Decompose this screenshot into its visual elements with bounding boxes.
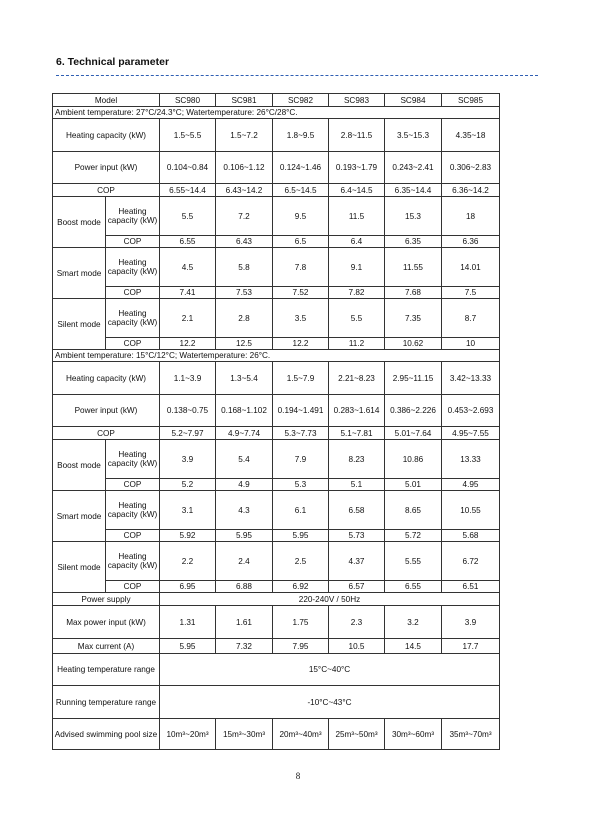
value-cell: 2.1 bbox=[160, 299, 216, 338]
value-cell: 6.55~14.4 bbox=[160, 184, 216, 197]
value-cell: 3.9 bbox=[442, 606, 500, 639]
value-cell: 4.9~7.74 bbox=[216, 427, 273, 440]
value-cell: 6.55 bbox=[385, 581, 442, 593]
value-cell: 1.31 bbox=[160, 606, 216, 639]
value-cell: 7.8 bbox=[273, 248, 329, 287]
value-cell: 0.453~2.693 bbox=[442, 395, 500, 427]
condition-text: Ambient temperature: 27°C/24.3°C; Watertemperature: 26°C/28°C. bbox=[53, 107, 500, 119]
row-label: COP bbox=[106, 287, 160, 299]
value-cell: 2.3 bbox=[329, 606, 385, 639]
mode-cop-row bbox=[53, 287, 500, 299]
max-current-row bbox=[53, 639, 500, 654]
row-label: Power input (kW) bbox=[53, 152, 160, 184]
value-cell: 5.1 bbox=[329, 479, 385, 491]
row-label: Heating capacity (kW) bbox=[106, 197, 160, 236]
value-cell: 10.5 bbox=[329, 639, 385, 654]
value-cell: 1.1~3.9 bbox=[160, 362, 216, 395]
header-row bbox=[53, 94, 500, 107]
value-cell: 15m³~30m³ bbox=[216, 719, 273, 750]
cop-row bbox=[53, 184, 500, 197]
model-name: SC980 bbox=[160, 94, 216, 107]
value-cell: 6.5 bbox=[273, 236, 329, 248]
value-cell: 0.386~2.226 bbox=[385, 395, 442, 427]
row-label: Max current (A) bbox=[53, 639, 160, 654]
mode-cop-row bbox=[53, 479, 500, 491]
value-cell: 20m³~40m³ bbox=[273, 719, 329, 750]
mode-capacity-row bbox=[53, 197, 500, 236]
row-label: Running temperature range bbox=[53, 686, 160, 719]
value-cell: 8.23 bbox=[329, 440, 385, 479]
value-cell: 6.35~14.4 bbox=[385, 184, 442, 197]
value-cell: 5.72 bbox=[385, 530, 442, 542]
value-cell: 5.4 bbox=[216, 440, 273, 479]
value-cell: 12.5 bbox=[216, 338, 273, 350]
value-cell: 4.37 bbox=[329, 542, 385, 581]
value-cell: 1.61 bbox=[216, 606, 273, 639]
value-cell: 6.55 bbox=[160, 236, 216, 248]
value-cell: 6.4~14.5 bbox=[329, 184, 385, 197]
value-cell: 2.8~11.5 bbox=[329, 119, 385, 152]
mode-name: Smart mode bbox=[53, 491, 106, 542]
value-cell: 1.8~9.5 bbox=[273, 119, 329, 152]
mode-name: Smart mode bbox=[53, 248, 106, 299]
dashed-divider bbox=[56, 75, 538, 76]
row-label: Heating capacity (kW) bbox=[106, 491, 160, 530]
value-cell: 6.88 bbox=[216, 581, 273, 593]
value-cell: 0.138~0.75 bbox=[160, 395, 216, 427]
value-cell: 6.95 bbox=[160, 581, 216, 593]
row-label: Power supply bbox=[53, 593, 160, 606]
value-cell: 10.86 bbox=[385, 440, 442, 479]
condition-row bbox=[53, 350, 500, 362]
heating-capacity-row bbox=[53, 362, 500, 395]
value-cell: 11.2 bbox=[329, 338, 385, 350]
value-cell: 5.55 bbox=[385, 542, 442, 581]
row-label: Heating capacity (kW) bbox=[106, 440, 160, 479]
value-cell: 4.95~7.55 bbox=[442, 427, 500, 440]
row-label: Power input (kW) bbox=[53, 395, 160, 427]
value-cell: 0.243~2.41 bbox=[385, 152, 442, 184]
mode-cop-row bbox=[53, 581, 500, 593]
value-cell: 2.5 bbox=[273, 542, 329, 581]
cop-row bbox=[53, 427, 500, 440]
value-cell: 2.2 bbox=[160, 542, 216, 581]
row-label: COP bbox=[53, 184, 160, 197]
mode-cop-row bbox=[53, 530, 500, 542]
mode-capacity-row bbox=[53, 248, 500, 287]
value-cell: 7.82 bbox=[329, 287, 385, 299]
value-cell: 30m³~60m³ bbox=[385, 719, 442, 750]
value-cell: 7.68 bbox=[385, 287, 442, 299]
value-cell: 5.3~7.73 bbox=[273, 427, 329, 440]
value-cell: 6.5~14.5 bbox=[273, 184, 329, 197]
value-cell: 7.35 bbox=[385, 299, 442, 338]
heating-capacity-row bbox=[53, 119, 500, 152]
value-cell: 2.8 bbox=[216, 299, 273, 338]
model-label: Model bbox=[53, 94, 160, 107]
value-cell: 11.5 bbox=[329, 197, 385, 236]
value-cell: 6.51 bbox=[442, 581, 500, 593]
value-cell: 6.72 bbox=[442, 542, 500, 581]
value-cell: 0.124~1.46 bbox=[273, 152, 329, 184]
mode-capacity-row bbox=[53, 542, 500, 581]
page-number: 8 bbox=[295, 771, 301, 781]
row-label: COP bbox=[106, 530, 160, 542]
value-cell: 4.9 bbox=[216, 479, 273, 491]
value-cell: 7.41 bbox=[160, 287, 216, 299]
value-cell: 6.36 bbox=[442, 236, 500, 248]
value-cell: 0.194~1.491 bbox=[273, 395, 329, 427]
value-cell: 13.33 bbox=[442, 440, 500, 479]
mode-capacity-row bbox=[53, 491, 500, 530]
condition-text: Ambient temperature: 15°C/12°C; Watertemperature: 26°C. bbox=[53, 350, 500, 362]
value-cell: 3.5 bbox=[273, 299, 329, 338]
row-label: Advised swimming pool size bbox=[53, 719, 160, 750]
value-cell: 5.73 bbox=[329, 530, 385, 542]
row-label: Heating capacity (kW) bbox=[53, 362, 160, 395]
value-cell: 15.3 bbox=[385, 197, 442, 236]
value-cell: 0.306~2.83 bbox=[442, 152, 500, 184]
value-cell: 4.35~18 bbox=[442, 119, 500, 152]
value-cell: 5.5 bbox=[160, 197, 216, 236]
value-cell: 6.4 bbox=[329, 236, 385, 248]
mode-name: Boost mode bbox=[53, 197, 106, 248]
running-temp-range-row bbox=[53, 686, 500, 719]
value-cell: 6.35 bbox=[385, 236, 442, 248]
value-cell: 10m³~20m³ bbox=[160, 719, 216, 750]
value-cell: 6.92 bbox=[273, 581, 329, 593]
row-label: COP bbox=[53, 427, 160, 440]
row-label: COP bbox=[106, 581, 160, 593]
value-cell: 6.43 bbox=[216, 236, 273, 248]
value-cell: 0.104~0.84 bbox=[160, 152, 216, 184]
value-cell: 14.01 bbox=[442, 248, 500, 287]
value-cell: 1.75 bbox=[273, 606, 329, 639]
value-cell: 6.36~14.2 bbox=[442, 184, 500, 197]
model-name: SC982 bbox=[273, 94, 329, 107]
value-cell: 3.42~13.33 bbox=[442, 362, 500, 395]
mode-cop-row bbox=[53, 236, 500, 248]
value-cell: 14.5 bbox=[385, 639, 442, 654]
value-cell: 5.8 bbox=[216, 248, 273, 287]
value-cell: 8.65 bbox=[385, 491, 442, 530]
row-label: Heating capacity (kW) bbox=[106, 299, 160, 338]
value-cell: 0.193~1.79 bbox=[329, 152, 385, 184]
pool-size-row bbox=[53, 719, 500, 750]
value-cell: 1.5~5.5 bbox=[160, 119, 216, 152]
value-cell: 6.57 bbox=[329, 581, 385, 593]
model-name: SC981 bbox=[216, 94, 273, 107]
value-cell: 9.1 bbox=[329, 248, 385, 287]
row-label: COP bbox=[106, 479, 160, 491]
row-label: COP bbox=[106, 338, 160, 350]
technical-parameter-table bbox=[52, 93, 500, 750]
value-cell: 18 bbox=[442, 197, 500, 236]
power-supply-row bbox=[53, 593, 500, 606]
value-cell: 5.95 bbox=[216, 530, 273, 542]
value-cell: 5.92 bbox=[160, 530, 216, 542]
value-cell: 3.9 bbox=[160, 440, 216, 479]
value-cell: 35m³~70m³ bbox=[442, 719, 500, 750]
power-input-row bbox=[53, 395, 500, 427]
value-cell: 220-240V / 50Hz bbox=[160, 593, 500, 606]
row-label: Heating capacity (kW) bbox=[106, 248, 160, 287]
mode-capacity-row bbox=[53, 440, 500, 479]
value-cell: 7.5 bbox=[442, 287, 500, 299]
value-cell: 9.5 bbox=[273, 197, 329, 236]
value-cell: 2.95~11.15 bbox=[385, 362, 442, 395]
row-label: COP bbox=[106, 236, 160, 248]
value-cell: 5.1~7.81 bbox=[329, 427, 385, 440]
value-cell: 10.62 bbox=[385, 338, 442, 350]
value-cell: 0.168~1.102 bbox=[216, 395, 273, 427]
mode-name: Boost mode bbox=[53, 440, 106, 491]
value-cell: 3.1 bbox=[160, 491, 216, 530]
value-cell: 4.5 bbox=[160, 248, 216, 287]
value-cell: -10°C~43°C bbox=[160, 686, 500, 719]
value-cell: 3.2 bbox=[385, 606, 442, 639]
value-cell: 2.4 bbox=[216, 542, 273, 581]
value-cell: 8.7 bbox=[442, 299, 500, 338]
value-cell: 3.5~15.3 bbox=[385, 119, 442, 152]
value-cell: 10.55 bbox=[442, 491, 500, 530]
mode-capacity-row bbox=[53, 299, 500, 338]
value-cell: 7.2 bbox=[216, 197, 273, 236]
max-power-input-row bbox=[53, 606, 500, 639]
value-cell: 17.7 bbox=[442, 639, 500, 654]
value-cell: 0.283~1.614 bbox=[329, 395, 385, 427]
value-cell: 5.2~7.97 bbox=[160, 427, 216, 440]
value-cell: 2.21~8.23 bbox=[329, 362, 385, 395]
value-cell: 12.2 bbox=[273, 338, 329, 350]
row-label: Heating temperature range bbox=[53, 654, 160, 686]
row-label: Heating capacity (kW) bbox=[53, 119, 160, 152]
value-cell: 10 bbox=[442, 338, 500, 350]
value-cell: 6.43~14.2 bbox=[216, 184, 273, 197]
value-cell: 4.95 bbox=[442, 479, 500, 491]
row-label: Max power input (kW) bbox=[53, 606, 160, 639]
value-cell: 1.5~7.9 bbox=[273, 362, 329, 395]
heating-temp-range-row bbox=[53, 654, 500, 686]
mode-name: Silent mode bbox=[53, 299, 106, 350]
mode-cop-row bbox=[53, 338, 500, 350]
value-cell: 7.95 bbox=[273, 639, 329, 654]
value-cell: 1.3~5.4 bbox=[216, 362, 273, 395]
section-title: 6. Technical parameter bbox=[56, 56, 170, 68]
value-cell: 5.68 bbox=[442, 530, 500, 542]
value-cell: 7.52 bbox=[273, 287, 329, 299]
value-cell: 15°C~40°C bbox=[160, 654, 500, 686]
model-name: SC983 bbox=[329, 94, 385, 107]
value-cell: 7.53 bbox=[216, 287, 273, 299]
value-cell: 6.1 bbox=[273, 491, 329, 530]
power-input-row bbox=[53, 152, 500, 184]
model-name: SC985 bbox=[442, 94, 500, 107]
value-cell: 6.58 bbox=[329, 491, 385, 530]
value-cell: 5.2 bbox=[160, 479, 216, 491]
value-cell: 11.55 bbox=[385, 248, 442, 287]
value-cell: 7.9 bbox=[273, 440, 329, 479]
model-name: SC984 bbox=[385, 94, 442, 107]
condition-row bbox=[53, 107, 500, 119]
value-cell: 5.5 bbox=[329, 299, 385, 338]
value-cell: 12.2 bbox=[160, 338, 216, 350]
value-cell: 4.3 bbox=[216, 491, 273, 530]
value-cell: 25m³~50m³ bbox=[329, 719, 385, 750]
value-cell: 5.01~7.64 bbox=[385, 427, 442, 440]
value-cell: 5.95 bbox=[160, 639, 216, 654]
value-cell: 0.106~1.12 bbox=[216, 152, 273, 184]
row-label: Heating capacity (kW) bbox=[106, 542, 160, 581]
value-cell: 5.3 bbox=[273, 479, 329, 491]
value-cell: 5.01 bbox=[385, 479, 442, 491]
value-cell: 5.95 bbox=[273, 530, 329, 542]
mode-name: Silent mode bbox=[53, 542, 106, 593]
value-cell: 7.32 bbox=[216, 639, 273, 654]
value-cell: 1.5~7.2 bbox=[216, 119, 273, 152]
